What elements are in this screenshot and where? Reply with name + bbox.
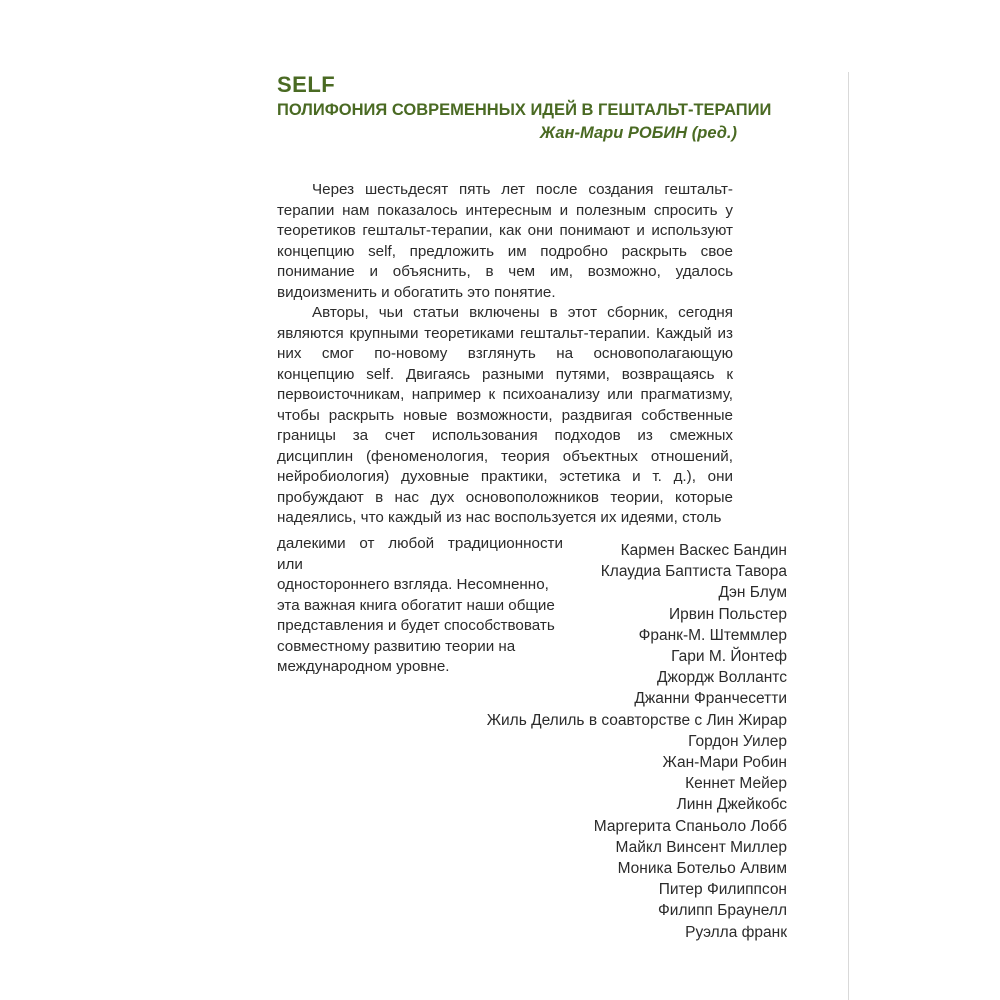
closing-line: далекими от любой традиционности или xyxy=(277,535,563,573)
author-name: Руэлла франк xyxy=(685,923,787,941)
author-name: Гари М. Йонтеф xyxy=(671,648,787,666)
book-title: SELF xyxy=(277,72,336,97)
description-text xyxy=(277,180,733,529)
author-name: Кеннет Мейер xyxy=(685,775,787,793)
description-paragraph: Авторы, чьи статьи включены в этот сборник, сегодня являются крупными теоретиками гештальт-терапии. Каждый из них смог по-новому взглянуть на основополагающую концепцию self. Двигаясь разными путями, возвращаясь к первоисточникам, например к психоанализу или прагматизму, чтобы раскрыть новые возможности, раздвигая собственные границы за счет использования подходов из смежных дисциплин (феноменология, теория объектных отношений, нейробиология) духовные практики, эстетика и т. д.), они пробуждают в нас дух основоположников теории, которые надеялись, что каждый из нас воспользуется их идеями, столь xyxy=(277,304,733,526)
author-name: Жиль Делиль в соавторстве с Лин Жирар xyxy=(486,711,787,729)
author-name: Дэн Блум xyxy=(718,584,787,602)
author-name: Кармен Васкес Бандин xyxy=(620,542,787,559)
closing-line: эта важная книга обогатит наши общие xyxy=(277,596,555,614)
book-subtitle: ПОЛИФОНИЯ СОВРЕМЕННЫХ ИДЕЙ В ГЕШТАЛЬТ-ТЕРАПИИ xyxy=(277,101,772,119)
author-name: Джордж Воллантс xyxy=(656,669,787,687)
author-name: Линн Джейкобс xyxy=(676,796,787,814)
author-list xyxy=(457,540,787,943)
author-name: Жан-Мари Робин xyxy=(662,754,787,772)
author-name: Гордон Уилер xyxy=(688,732,787,750)
author-name: Майкл Винсент Миллер xyxy=(615,838,787,856)
book-editor: Жан-Мари РОБИН (ред.) xyxy=(539,124,737,142)
description-paragraph: Через шестьдесят пять лет после создания гештальт-терапии нам показалось интересным и полезным спросить у теоретиков гештальт-терапии, как они понимают и используют концепцию self, предложить им подробно раскрыть свое понимание и объяснить, в чем им, возможно, удалось видоизменить и обогатить это понятие. xyxy=(277,181,733,301)
page-edge-line xyxy=(848,72,849,1000)
closing-line: представления и будет способствовать xyxy=(277,617,555,634)
author-name: Филипп Браунелл xyxy=(658,902,787,920)
author-name: Моника Ботельо Алвим xyxy=(617,860,787,878)
author-name: Ирвин Польстер xyxy=(669,605,787,623)
author-name: Джанни Франчесетти xyxy=(634,690,787,708)
author-name: Маргерита Спаньоло Лобб xyxy=(593,817,787,835)
author-name: Питер Филиппсон xyxy=(658,881,787,899)
author-name: Клаудиа Баптиста Тавора xyxy=(600,563,787,581)
closing-line: международном уровне. xyxy=(277,658,450,675)
author-name: Франк-М. Штеммлер xyxy=(638,626,787,644)
book-header xyxy=(277,72,772,144)
closing-line: совместному развитию теории на xyxy=(277,637,516,655)
closing-line: одностороннего взгляда. Несомненно, xyxy=(277,576,549,593)
